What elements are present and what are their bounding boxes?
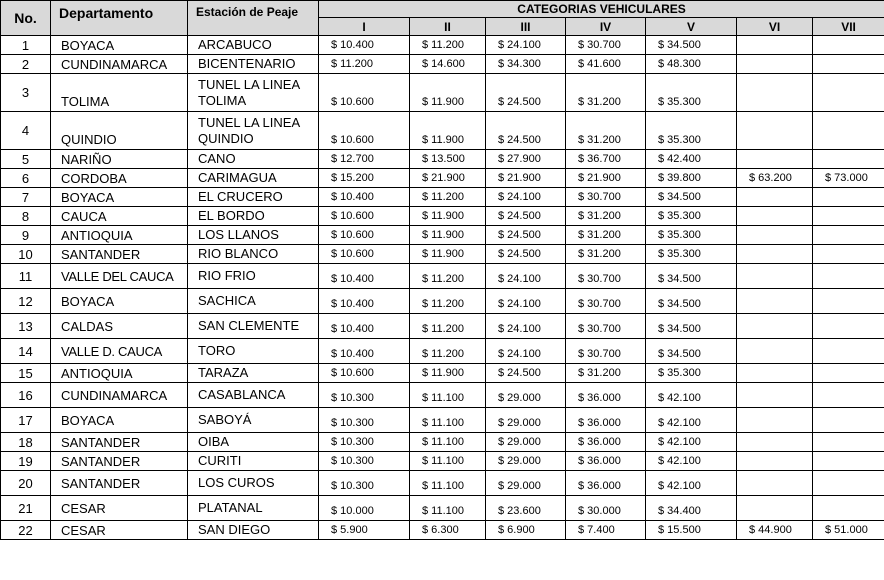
departamento-cell: NARIÑO <box>51 150 188 169</box>
tariff-cell <box>737 207 813 226</box>
table-row <box>1 452 884 471</box>
tariff-cell <box>737 408 813 433</box>
tariff-cell: $ 30.000 <box>566 496 646 521</box>
tariff-cell <box>737 289 813 314</box>
tariff-cell: $ 42.100 <box>646 408 737 433</box>
tariff-cell: $ 36.000 <box>566 383 646 408</box>
tariff-cell <box>737 150 813 169</box>
tariff-cell <box>813 264 884 289</box>
table-row <box>1 36 884 55</box>
tariff-cell: $ 44.900 <box>737 521 813 540</box>
tariff-cell: $ 11.100 <box>410 471 486 496</box>
tariff-cell: $ 24.100 <box>486 188 566 207</box>
row-number: 11 <box>1 264 51 289</box>
tariff-cell <box>813 226 884 245</box>
estacion-cell: BICENTENARIO <box>188 55 319 74</box>
table-row <box>1 289 884 314</box>
row-number: 7 <box>1 188 51 207</box>
tariff-cell: $ 42.400 <box>646 150 737 169</box>
tariff-cell: $ 10.600 <box>319 74 410 112</box>
header-estacion: Estación de Peaje <box>188 1 319 36</box>
departamento-cell: TOLIMA <box>51 74 188 112</box>
tariff-cell <box>737 383 813 408</box>
tariff-cell: $ 30.700 <box>566 264 646 289</box>
tariff-cell: $ 30.700 <box>566 36 646 55</box>
tariff-cell: $ 34.400 <box>646 496 737 521</box>
tariff-cell: $ 11.200 <box>319 55 410 74</box>
tariff-cell: $ 24.100 <box>486 289 566 314</box>
tariff-cell: $ 35.300 <box>646 226 737 245</box>
row-number: 6 <box>1 169 51 188</box>
tariff-cell: $ 14.600 <box>410 55 486 74</box>
table-row <box>1 226 884 245</box>
tariff-cell: $ 35.300 <box>646 112 737 150</box>
tariff-cell: $ 11.900 <box>410 207 486 226</box>
tariff-cell: $ 11.100 <box>410 383 486 408</box>
tariff-cell: $ 24.500 <box>486 364 566 383</box>
tariff-cell: $ 31.200 <box>566 226 646 245</box>
estacion-cell: LOS CUROS <box>188 471 319 496</box>
departamento-cell: CUNDINAMARCA <box>51 383 188 408</box>
tariff-cell: $ 34.500 <box>646 339 737 364</box>
tariff-cell: $ 10.400 <box>319 314 410 339</box>
estacion-cell: TORO <box>188 339 319 364</box>
tariff-cell: $ 34.500 <box>646 289 737 314</box>
table-row <box>1 188 884 207</box>
estacion-cell: TUNEL LA LINEA TOLIMA <box>188 74 319 112</box>
row-number: 14 <box>1 339 51 364</box>
departamento-cell: BOYACA <box>51 408 188 433</box>
table-row <box>1 207 884 226</box>
tariff-cell: $ 24.500 <box>486 74 566 112</box>
tariff-cell: $ 36.700 <box>566 150 646 169</box>
tariff-cell: $ 24.100 <box>486 339 566 364</box>
row-number: 10 <box>1 245 51 264</box>
estacion-cell: ARCABUCO <box>188 36 319 55</box>
table-row <box>1 74 884 112</box>
tariff-cell <box>813 408 884 433</box>
estacion-cell: SAN DIEGO <box>188 521 319 540</box>
tariff-cell: $ 31.200 <box>566 245 646 264</box>
estacion-cell: PLATANAL <box>188 496 319 521</box>
table-row <box>1 383 884 408</box>
tariff-cell: $ 10.300 <box>319 452 410 471</box>
row-number: 13 <box>1 314 51 339</box>
estacion-cell: RIO BLANCO <box>188 245 319 264</box>
tariff-cell <box>813 433 884 452</box>
tariff-cell: $ 29.000 <box>486 433 566 452</box>
tariff-cell: $ 11.100 <box>410 452 486 471</box>
estacion-cell: SABOYÁ <box>188 408 319 433</box>
tariff-cell: $ 10.600 <box>319 207 410 226</box>
table-row <box>1 314 884 339</box>
tariff-cell: $ 34.500 <box>646 264 737 289</box>
header-category: VI <box>737 18 813 36</box>
header-category: IV <box>566 18 646 36</box>
tariff-cell: $ 31.200 <box>566 74 646 112</box>
tariff-cell <box>813 245 884 264</box>
estacion-cell: SACHICA <box>188 289 319 314</box>
row-number: 5 <box>1 150 51 169</box>
tariff-cell <box>813 74 884 112</box>
tariff-cell: $ 36.000 <box>566 408 646 433</box>
header-category: II <box>410 18 486 36</box>
estacion-cell: TARAZA <box>188 364 319 383</box>
tariff-cell: $ 15.200 <box>319 169 410 188</box>
departamento-cell: BOYACA <box>51 289 188 314</box>
header-category: VII <box>813 18 884 36</box>
row-number: 22 <box>1 521 51 540</box>
tariff-cell: $ 73.000 <box>813 169 884 188</box>
tariff-cell: $ 27.900 <box>486 150 566 169</box>
tariff-cell: $ 24.500 <box>486 207 566 226</box>
estacion-cell: CURITI <box>188 452 319 471</box>
tariff-cell: $ 6.900 <box>486 521 566 540</box>
table-row <box>1 150 884 169</box>
tariff-cell: $ 10.400 <box>319 188 410 207</box>
tariff-cell <box>737 36 813 55</box>
departamento-cell: ANTIOQUIA <box>51 364 188 383</box>
row-number: 8 <box>1 207 51 226</box>
departamento-cell: CORDOBA <box>51 169 188 188</box>
tariff-cell: $ 11.900 <box>410 364 486 383</box>
row-number: 17 <box>1 408 51 433</box>
tariff-cell: $ 34.500 <box>646 36 737 55</box>
tariff-cell: $ 11.200 <box>410 314 486 339</box>
tariff-cell: $ 21.900 <box>410 169 486 188</box>
tariff-cell: $ 10.400 <box>319 264 410 289</box>
table-row <box>1 471 884 496</box>
tariff-cell <box>813 364 884 383</box>
table-row <box>1 264 884 289</box>
table-row <box>1 112 884 150</box>
tariff-cell <box>813 289 884 314</box>
tariff-cell: $ 10.400 <box>319 36 410 55</box>
tariff-cell: $ 10.600 <box>319 226 410 245</box>
tariff-cell <box>737 188 813 207</box>
table-row <box>1 408 884 433</box>
tariff-cell <box>813 496 884 521</box>
tariff-cell: $ 12.700 <box>319 150 410 169</box>
tariff-cell: $ 29.000 <box>486 408 566 433</box>
row-number: 19 <box>1 452 51 471</box>
departamento-cell: SANTANDER <box>51 471 188 496</box>
tariff-cell: $ 30.700 <box>566 188 646 207</box>
tariff-cell: $ 42.100 <box>646 383 737 408</box>
tariff-cell: $ 24.100 <box>486 36 566 55</box>
tariff-cell: $ 29.000 <box>486 452 566 471</box>
tariff-cell: $ 10.400 <box>319 289 410 314</box>
tariff-cell: $ 24.500 <box>486 112 566 150</box>
tariff-cell <box>737 433 813 452</box>
tariff-cell: $ 11.900 <box>410 226 486 245</box>
tariff-cell: $ 11.900 <box>410 74 486 112</box>
row-number: 18 <box>1 433 51 452</box>
departamento-cell: CUNDINAMARCA <box>51 55 188 74</box>
table-row <box>1 496 884 521</box>
tariff-cell <box>813 452 884 471</box>
tariff-cell: $ 30.700 <box>566 289 646 314</box>
estacion-cell: LOS LLANOS <box>188 226 319 245</box>
tariff-cell: $ 11.200 <box>410 339 486 364</box>
departamento-cell: SANTANDER <box>51 433 188 452</box>
tariff-cell <box>813 207 884 226</box>
departamento-cell: CESAR <box>51 521 188 540</box>
tariff-cell: $ 34.500 <box>646 314 737 339</box>
tariff-cell <box>813 188 884 207</box>
tariff-cell: $ 39.800 <box>646 169 737 188</box>
departamento-cell: BOYACA <box>51 36 188 55</box>
tariff-cell: $ 36.000 <box>566 452 646 471</box>
tariff-cell: $ 13.500 <box>410 150 486 169</box>
tariff-cell: $ 10.300 <box>319 383 410 408</box>
estacion-cell: SAN CLEMENTE <box>188 314 319 339</box>
tariff-cell: $ 31.200 <box>566 112 646 150</box>
tariff-cell: $ 29.000 <box>486 383 566 408</box>
tariff-cell: $ 42.100 <box>646 471 737 496</box>
tariff-cell: $ 30.700 <box>566 339 646 364</box>
estacion-cell: OIBA <box>188 433 319 452</box>
row-number: 1 <box>1 36 51 55</box>
tariff-cell: $ 10.600 <box>319 245 410 264</box>
tariff-cell <box>813 314 884 339</box>
tariff-cell: $ 10.300 <box>319 408 410 433</box>
table-row <box>1 169 884 188</box>
table-row <box>1 521 884 540</box>
tariff-cell <box>813 471 884 496</box>
estacion-cell: CASABLANCA <box>188 383 319 408</box>
tariff-cell: $ 30.700 <box>566 314 646 339</box>
tariff-cell <box>737 471 813 496</box>
departamento-cell: CAUCA <box>51 207 188 226</box>
tariff-cell: $ 11.100 <box>410 433 486 452</box>
table-row <box>1 245 884 264</box>
tariff-cell <box>813 150 884 169</box>
tariff-cell: $ 36.000 <box>566 471 646 496</box>
estacion-cell: CANO <box>188 150 319 169</box>
tariff-cell: $ 24.100 <box>486 264 566 289</box>
departamento-cell: VALLE D. CAUCA <box>51 339 188 364</box>
tariff-cell: $ 11.100 <box>410 496 486 521</box>
tariff-cell <box>813 36 884 55</box>
departamento-cell: SANTANDER <box>51 452 188 471</box>
tariff-cell: $ 24.500 <box>486 226 566 245</box>
tariff-cell: $ 35.300 <box>646 364 737 383</box>
tariff-cell: $ 24.500 <box>486 245 566 264</box>
tariff-cell: $ 31.200 <box>566 207 646 226</box>
tariff-cell <box>737 112 813 150</box>
tariff-cell <box>737 496 813 521</box>
header-category: V <box>646 18 737 36</box>
tariff-cell: $ 10.300 <box>319 471 410 496</box>
row-number: 4 <box>1 112 51 150</box>
tariff-cell: $ 11.100 <box>410 408 486 433</box>
tariff-cell: $ 35.300 <box>646 245 737 264</box>
row-number: 2 <box>1 55 51 74</box>
tariff-cell: $ 42.100 <box>646 452 737 471</box>
tariff-cell: $ 10.300 <box>319 433 410 452</box>
departamento-cell: VALLE DEL CAUCA <box>51 264 188 289</box>
tariff-cell: $ 48.300 <box>646 55 737 74</box>
estacion-cell: RIO FRIO <box>188 264 319 289</box>
tariff-cell <box>813 112 884 150</box>
tariff-cell: $ 23.600 <box>486 496 566 521</box>
tariff-cell: $ 34.500 <box>646 188 737 207</box>
tariff-cell <box>737 74 813 112</box>
tariff-cell: $ 51.000 <box>813 521 884 540</box>
tariff-cell: $ 63.200 <box>737 169 813 188</box>
departamento-cell: BOYACA <box>51 188 188 207</box>
row-number: 3 <box>1 74 51 112</box>
row-number: 9 <box>1 226 51 245</box>
departamento-cell: CESAR <box>51 496 188 521</box>
tariff-cell: $ 21.900 <box>566 169 646 188</box>
tariff-cell: $ 35.300 <box>646 207 737 226</box>
tariff-cell <box>813 383 884 408</box>
tariff-cell: $ 36.000 <box>566 433 646 452</box>
tariff-cell: $ 42.100 <box>646 433 737 452</box>
tariff-cell <box>737 264 813 289</box>
tariff-cell: $ 34.300 <box>486 55 566 74</box>
estacion-cell: TUNEL LA LINEA QUINDIO <box>188 112 319 150</box>
departamento-cell: CALDAS <box>51 314 188 339</box>
tariff-cell: $ 24.100 <box>486 314 566 339</box>
estacion-cell: CARIMAGUA <box>188 169 319 188</box>
tariff-cell: $ 7.400 <box>566 521 646 540</box>
row-number: 12 <box>1 289 51 314</box>
tariff-cell: $ 11.900 <box>410 245 486 264</box>
tariff-cell: $ 15.500 <box>646 521 737 540</box>
tariff-cell: $ 10.600 <box>319 112 410 150</box>
tariff-cell <box>737 245 813 264</box>
row-number: 21 <box>1 496 51 521</box>
header-no: No. <box>1 1 51 36</box>
tariff-cell: $ 5.900 <box>319 521 410 540</box>
tariff-cell: $ 35.300 <box>646 74 737 112</box>
tariff-cell <box>737 339 813 364</box>
tariff-cell: $ 11.200 <box>410 289 486 314</box>
header-category: III <box>486 18 566 36</box>
tariff-cell <box>813 339 884 364</box>
row-number: 16 <box>1 383 51 408</box>
row-number: 15 <box>1 364 51 383</box>
tariff-cell: $ 21.900 <box>486 169 566 188</box>
row-number: 20 <box>1 471 51 496</box>
table-row <box>1 339 884 364</box>
tariff-cell: $ 10.600 <box>319 364 410 383</box>
header-category: I <box>319 18 410 36</box>
tariff-cell <box>813 55 884 74</box>
header-departamento: Departamento <box>51 1 188 36</box>
tariff-cell: $ 11.200 <box>410 188 486 207</box>
tariff-cell <box>737 364 813 383</box>
tariff-cell <box>737 314 813 339</box>
tariff-cell: $ 11.200 <box>410 264 486 289</box>
tariff-cell: $ 11.200 <box>410 36 486 55</box>
departamento-cell: SANTANDER <box>51 245 188 264</box>
estacion-cell: EL CRUCERO <box>188 188 319 207</box>
tariff-cell: $ 10.000 <box>319 496 410 521</box>
departamento-cell: ANTIOQUIA <box>51 226 188 245</box>
table-row <box>1 364 884 383</box>
header-categorias: CATEGORIAS VEHICULARES <box>319 1 884 18</box>
estacion-cell: EL BORDO <box>188 207 319 226</box>
tariff-cell <box>737 452 813 471</box>
tariff-cell <box>737 55 813 74</box>
tariff-cell: $ 29.000 <box>486 471 566 496</box>
tariff-cell: $ 6.300 <box>410 521 486 540</box>
tariff-cell <box>737 226 813 245</box>
table-row <box>1 433 884 452</box>
tariff-cell: $ 11.900 <box>410 112 486 150</box>
table-row <box>1 55 884 74</box>
departamento-cell: QUINDIO <box>51 112 188 150</box>
tariff-cell: $ 31.200 <box>566 364 646 383</box>
tariff-cell: $ 41.600 <box>566 55 646 74</box>
tariff-cell: $ 10.400 <box>319 339 410 364</box>
